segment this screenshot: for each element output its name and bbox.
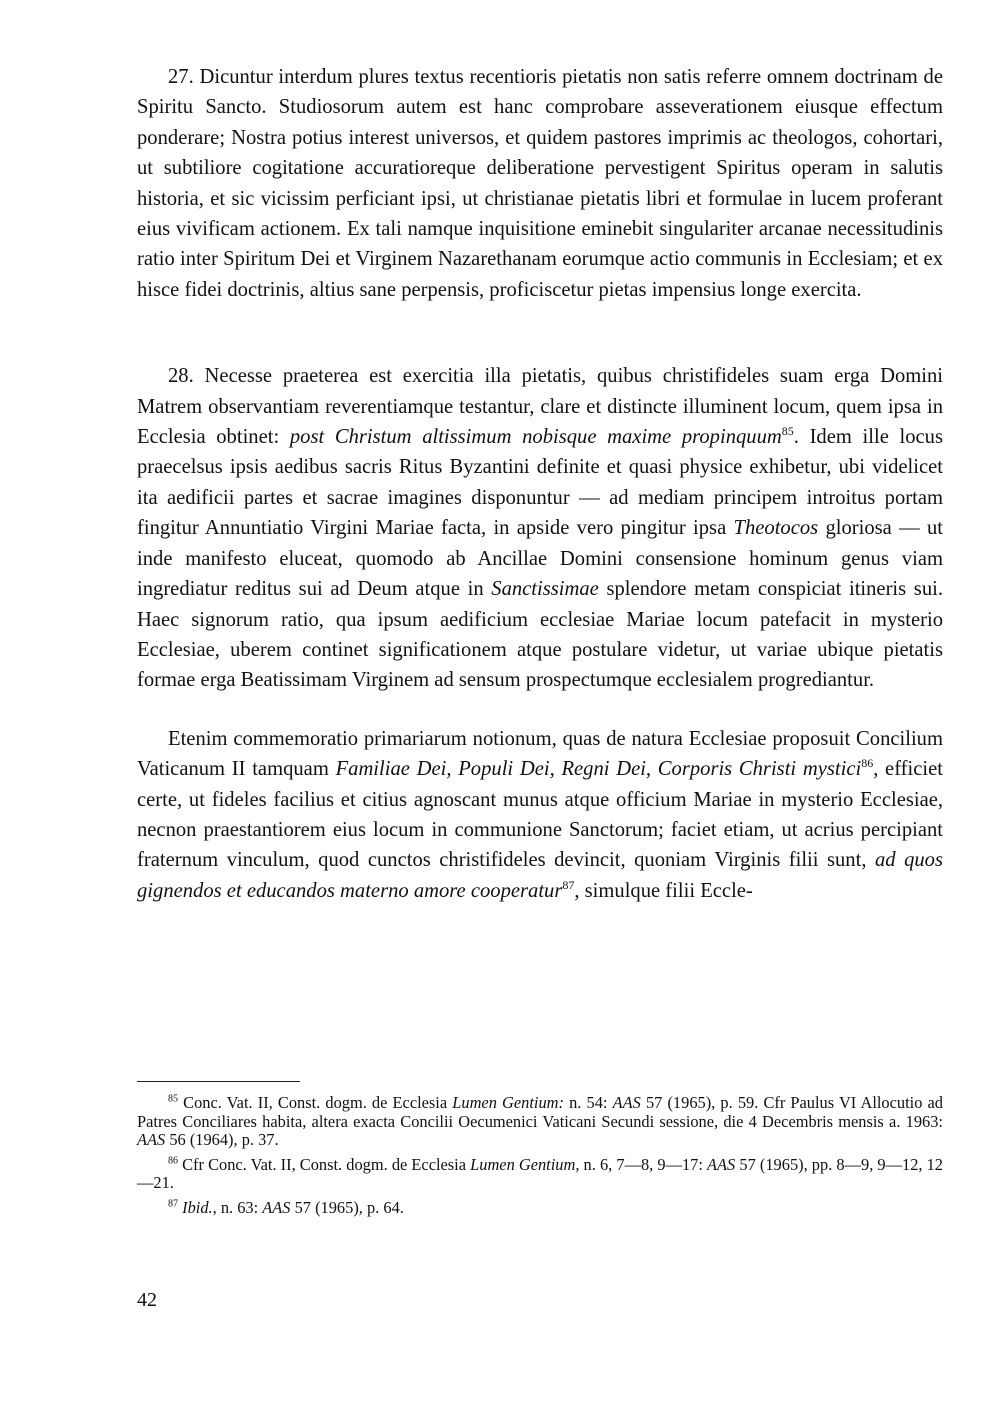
paragraph-27 xyxy=(137,62,943,305)
paragraph-29-text: , efficiet certe, ut fideles facilius et citius agnoscant munus atque officium Mariae in mysterio Ecclesiae, necnon praestantiorem eius locum in communione Sanctorum; faciet etiam, ut acrius percipiant fraternum vinculum, quod cunctos christifideles devincit, quoniam Virginis filii sunt, xyxy=(137,758,943,872)
footnote-ref-87: 87 xyxy=(562,877,575,892)
footnote-italic: AAS xyxy=(137,1130,166,1150)
footnote-text: 57 (1965), pp. 8—9, 9—12, 12—21. xyxy=(137,1154,943,1193)
term-italic: Sanctissimae xyxy=(491,578,599,601)
footnote-ref-85: 85 xyxy=(781,424,794,439)
footnote-italic: Ibid. xyxy=(182,1197,213,1217)
paragraph-29-text: Etenim commemoratio primariarum notionum, quas de natura Ecclesiae proposuit Concilium Vaticanum II tamquam xyxy=(137,727,943,781)
footnote-text: n. 6, 7—8, 9—17: xyxy=(579,1154,708,1174)
paragraph-28-text: gloriosa — ut inde manifesto eluceat, quomodo ab Ancillae Domini consensione hominum genus viam ingrediatur reditus sui ad Deum atque in xyxy=(137,517,944,601)
footnote-85 xyxy=(137,1094,943,1150)
footnote-text: 56 (1964), p. 37. xyxy=(165,1130,279,1150)
footnote-text: , n. 63: xyxy=(212,1197,263,1217)
footnote-87 xyxy=(137,1199,943,1218)
page-body xyxy=(137,60,943,906)
footnote-italic: AAS xyxy=(262,1197,291,1217)
quotation-italic: post Christum altissimum nobisque maxime propinquum xyxy=(289,426,782,449)
term-italic: Theotocos xyxy=(733,517,819,540)
term-italic: Familiae Dei, Populi Dei, Regni Dei, Corporis Christi mystici xyxy=(335,758,862,781)
footnote-number: 85 xyxy=(168,1093,178,1105)
paragraph-28-text: . Idem ille locus praecelsus ipsis aedibus sacris Ritus Byzantini definite et quasi physice exhibetur, ubi videlicet ita aedificii partes et sacrae imagines disponuntur — ad mediam principem introitus portam fingitur Annuntiatio Virgini Mariae facta, in apside vero pingitur ipsa xyxy=(137,426,943,540)
footnote-italic: AAS xyxy=(612,1093,641,1112)
footnotes xyxy=(137,1094,943,1218)
footnote-number: 86 xyxy=(168,1155,178,1167)
footnote-text: 57 (1965), p. 64. xyxy=(290,1197,404,1217)
footnote-text: Cfr Conc. Vat. II, Const. dogm. de Ecclesia xyxy=(178,1154,471,1174)
paragraph-28-text: splendore metam conspiciat itineris sui. Haec signorum ratio, qua ipsum aedificium ecclesiae Mariae locum patefacit in mysterio Ecclesiae, uberem continet significationem atque postulare videtur, ut variae ubique pietatis formae erga Beatissimam Virginem ad sensum prospectumque ecclesialem progrediantur. xyxy=(137,578,943,692)
footnote-italic: Lumen Gentium, xyxy=(470,1154,580,1174)
footnote-number: 87 xyxy=(168,1198,178,1210)
footnote-divider xyxy=(137,1081,300,1082)
footnote-text: n. 54: xyxy=(563,1093,613,1112)
footnote-text: 57 (1965), p. 59. Cfr Paulus VI Allocutio ad Patres Conciliares habita, altera exacta Concilii Oecumenici Vaticani Secundi sessione, die 4 Decembris mensis a. 1963: xyxy=(137,1093,944,1131)
paragraph-29 xyxy=(137,724,943,906)
footnote-italic: Lumen Gentium: xyxy=(452,1093,564,1112)
footnote-86 xyxy=(137,1156,943,1193)
paragraph-28 xyxy=(137,361,943,695)
paragraph-28-text: 28. Necesse praeterea est exercitia illa pietatis, quibus christifideles suam erga Domini Matrem observantiam reverentiamque testantur, clare et distincte illuminent locum, quem ipsa in Ecclesia obtinet: xyxy=(137,365,943,449)
quotation-italic: ad quos gignendos et educandos materno amore cooperatur xyxy=(137,849,943,902)
footnote-ref-86: 86 xyxy=(861,756,874,771)
footnote-italic: AAS xyxy=(707,1154,736,1174)
footnote-text: Conc. Vat. II, Const. dogm. de Ecclesia xyxy=(178,1093,453,1112)
paragraph-27-text: 27. Dicuntur interdum plures textus recentioris pietatis non satis referre omnem doctrinam de Spiritu Sancto. Studiosorum autem est hanc comprobare asseverationem eiusque effectum ponderare; Nostra potius interest universos, et quidem pastores imprimis ac theologos, cohortari, ut subtiliore cogitatione accuratioreque deliberatione pervestigent Spiritus operam in salutis historia, et sic vicissim perficiant ipsi, ut christianae pietatis libri et formulae in lucem proferant eius vivificam actionem. Ex tali namque inquisitione eminebit singulariter arcanae necessitudinis ratio inter Spiritum Dei et Virginem Nazarethanam eorumque actio communis in Ecclesiam; et ex hisce fidei doctrinis, altius sane perpensis, proficiscetur pietas impensius longe exercita. xyxy=(137,66,943,301)
paragraph-29-text: , simulque filii Eccle- xyxy=(574,879,753,902)
page-number: 42 xyxy=(137,1289,157,1311)
